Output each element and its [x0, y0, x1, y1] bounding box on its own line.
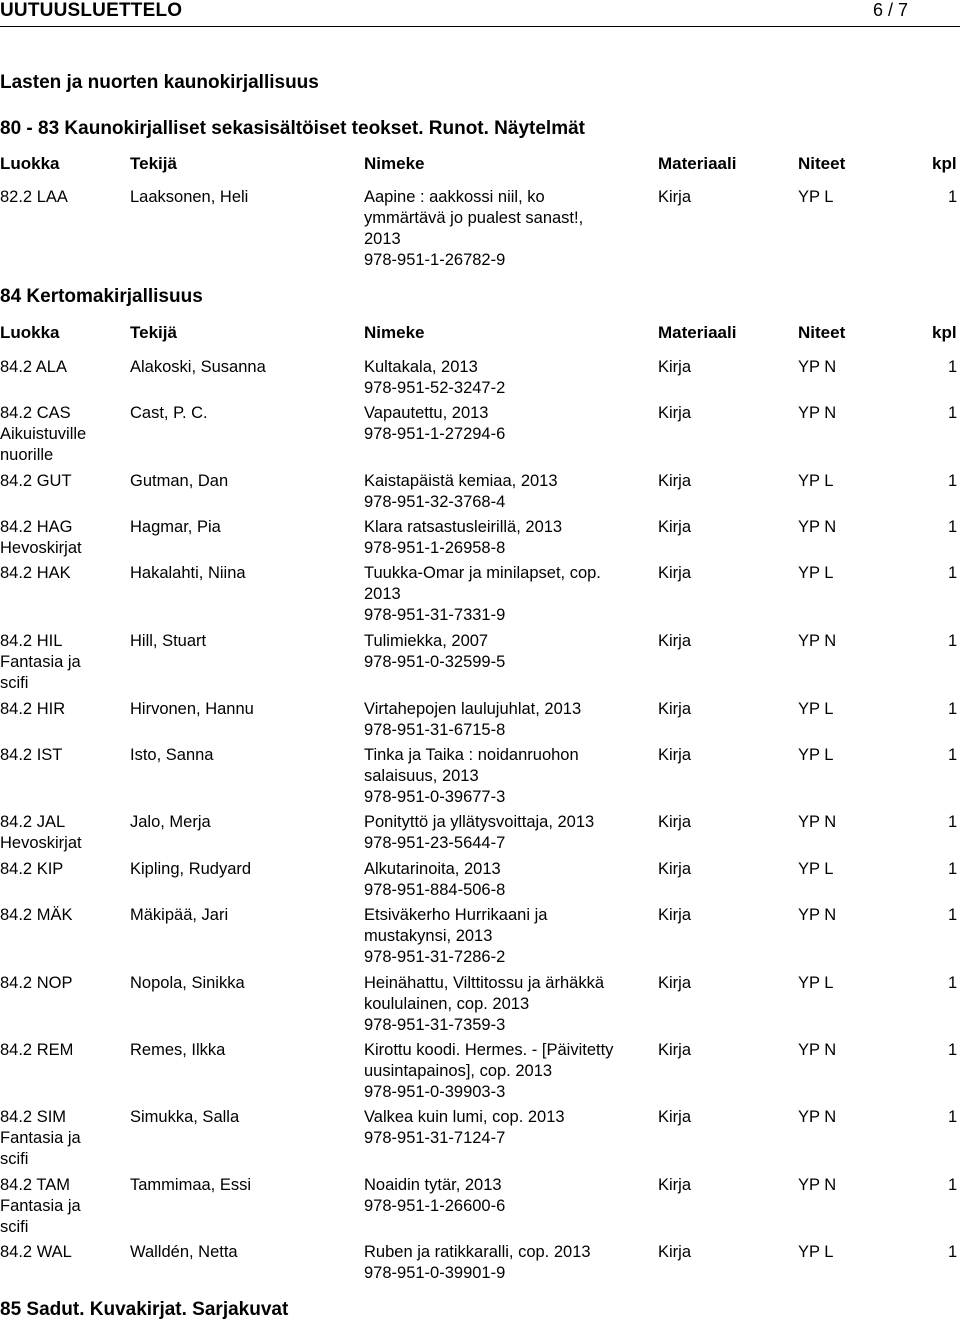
cell-kpl: 1: [948, 188, 958, 206]
cell-luokka: 82.2 LAA: [0, 188, 68, 206]
cell-tekija: Walldén, Netta: [130, 1243, 238, 1261]
cell-tekija: Gutman, Dan: [130, 472, 229, 490]
cell-kpl: 1: [948, 813, 958, 831]
cell-nimeke: Alkutarinoita, 2013 978-951-884-506-8: [364, 860, 506, 899]
cell-tekija: Remes, Ilkka: [130, 1041, 226, 1059]
cell-luokka: 84.2 CAS Aikuistuville nuorille: [0, 404, 87, 464]
cell-kpl: 1: [948, 746, 958, 764]
cell-tekija: Hakalahti, Niina: [130, 564, 246, 582]
page-number: 6 / 7: [872, 0, 908, 20]
cell-tekija: Alakoski, Susanna: [130, 358, 266, 376]
cell-kpl: 1: [948, 564, 958, 582]
cell-nimeke: Klara ratsastusleirillä, 2013 978-951-1-26958-8: [364, 518, 563, 557]
cell-niteet: YP L: [798, 564, 834, 582]
cell-luokka: 84.2 HAK: [0, 564, 71, 582]
cell-materiaali: Kirja: [658, 564, 692, 582]
main-heading: Lasten ja nuorten kaunokirjallisuus: [0, 72, 319, 93]
column-header-row: [0, 153, 960, 175]
cell-tekija: Kipling, Rudyard: [130, 860, 252, 878]
cell-niteet: YP N: [798, 518, 837, 536]
cell-nimeke: Vapautettu, 2013 978-951-1-27294-6: [364, 404, 506, 443]
column-header-row: [0, 322, 960, 344]
cell-niteet: YP L: [798, 472, 834, 490]
cell-nimeke: Virtahepojen laulujuhlat, 2013 978-951-31-6715-8: [364, 700, 582, 739]
cell-materiaali: Kirja: [658, 404, 692, 422]
column-header-tekija: Tekijä: [130, 154, 177, 173]
section-title: 84 Kertomakirjallisuus: [0, 286, 203, 307]
cell-luokka: 84.2 ALA: [0, 358, 67, 376]
cell-luokka: 84.2 HIR: [0, 700, 66, 718]
cell-niteet: YP N: [798, 1176, 837, 1194]
cell-materiaali: Kirja: [658, 1176, 692, 1194]
cell-nimeke: Tulimiekka, 2007 978-951-0-32599-5: [364, 632, 506, 671]
cell-tekija: Laaksonen, Heli: [130, 188, 249, 206]
cell-kpl: 1: [948, 632, 958, 650]
cell-nimeke: Tuukka-Omar ja minilapset, cop. 2013 978-951-31-7331-9: [364, 564, 601, 624]
cell-tekija: Isto, Sanna: [130, 746, 214, 764]
cell-kpl: 1: [948, 1243, 958, 1261]
cell-tekija: Tammimaa, Essi: [130, 1176, 252, 1194]
cell-materiaali: Kirja: [658, 700, 692, 718]
cell-luokka: 84.2 NOP: [0, 974, 73, 992]
cell-materiaali: Kirja: [658, 1041, 692, 1059]
cell-materiaali: Kirja: [658, 632, 692, 650]
cell-nimeke: Aapine : aakkossi niil, ko ymmärtävä jo pualest sanast!, 2013 978-951-1-26782-9: [364, 188, 584, 269]
cell-kpl: 1: [948, 974, 958, 992]
cell-nimeke: Noaidin tytär, 2013 978-951-1-26600-6: [364, 1176, 506, 1215]
cell-nimeke: Kultakala, 2013 978-951-52-3247-2: [364, 358, 506, 397]
cell-materiaali: Kirja: [658, 358, 692, 376]
cell-nimeke: Heinähattu, Vilttitossu ja ärhäkkä koululainen, cop. 2013 978-951-31-7359-3: [364, 974, 604, 1034]
cell-nimeke: Tinka ja Taika : noidanruohon salaisuus, 2013 978-951-0-39677-3: [364, 746, 579, 806]
cell-materiaali: Kirja: [658, 974, 692, 992]
cell-materiaali: Kirja: [658, 746, 692, 764]
cell-nimeke: Kaistapäistä kemiaa, 2013 978-951-32-3768-4: [364, 472, 558, 511]
cell-luokka: 84.2 TAM Fantasia ja scifi: [0, 1176, 81, 1236]
cell-nimeke: Etsiväkerho Hurrikaani ja mustakynsi, 2013 978-951-31-7286-2: [364, 906, 548, 966]
cell-materiaali: Kirja: [658, 906, 692, 924]
cell-tekija: Jalo, Merja: [130, 813, 211, 831]
cell-luokka: 84.2 GUT: [0, 472, 72, 490]
cell-luokka: 84.2 IST: [0, 746, 63, 764]
cell-niteet: YP N: [798, 906, 837, 924]
cell-materiaali: Kirja: [658, 1243, 692, 1261]
cell-kpl: 1: [948, 518, 958, 536]
cell-luokka: 84.2 JAL Hevoskirjat: [0, 813, 82, 852]
cell-niteet: YP N: [798, 1041, 837, 1059]
column-header-materiaali: Materiaali: [658, 154, 737, 173]
cell-materiaali: Kirja: [658, 472, 692, 490]
cell-materiaali: Kirja: [658, 813, 692, 831]
cell-niteet: YP N: [798, 1108, 837, 1126]
page-title: UUTUUSLUETTELO: [0, 0, 183, 21]
column-header-luokka: Luokka: [0, 154, 60, 173]
cell-kpl: 1: [948, 1041, 958, 1059]
cell-niteet: YP L: [798, 974, 834, 992]
section-title: 80 - 83 Kaunokirjalliset sekasisältöiset teokset. Runot. Näytelmät: [0, 118, 586, 139]
cell-niteet: YP N: [798, 358, 837, 376]
cell-tekija: Hirvonen, Hannu: [130, 700, 254, 718]
cell-kpl: 1: [948, 404, 958, 422]
cell-tekija: Hagmar, Pia: [130, 518, 221, 536]
cell-kpl: 1: [948, 860, 958, 878]
cell-niteet: YP L: [798, 1243, 834, 1261]
column-header-materiaali: Materiaali: [658, 323, 737, 342]
cell-niteet: YP L: [798, 700, 834, 718]
cell-materiaali: Kirja: [658, 188, 692, 206]
cell-tekija: Hill, Stuart: [130, 632, 207, 650]
column-header-nimeke: Nimeke: [364, 323, 425, 342]
header-divider: [0, 26, 960, 27]
cell-luokka: 84.2 WAL: [0, 1243, 72, 1261]
cell-tekija: Nopola, Sinikka: [130, 974, 245, 992]
page-header: [0, 0, 960, 22]
cell-luokka: 84.2 HAG Hevoskirjat: [0, 518, 82, 557]
cell-kpl: 1: [948, 1176, 958, 1194]
cell-nimeke: Kirottu koodi. Hermes. - [Päivitetty uusintapainos], cop. 2013 978-951-0-39903-3: [364, 1041, 614, 1101]
column-header-kpl: kpl: [932, 323, 957, 342]
column-header-niteet: Niteet: [798, 154, 846, 173]
column-header-kpl: kpl: [932, 154, 957, 173]
cell-niteet: YP L: [798, 860, 834, 878]
cell-materiaali: Kirja: [658, 860, 692, 878]
cell-luokka: 84.2 MÄK: [0, 906, 73, 924]
cell-luokka: 84.2 REM: [0, 1041, 74, 1059]
section-title: 85 Sadut. Kuvakirjat. Sarjakuvat: [0, 1299, 289, 1320]
cell-kpl: 1: [948, 358, 958, 376]
cell-nimeke: Valkea kuin lumi, cop. 2013 978-951-31-7124-7: [364, 1108, 565, 1147]
cell-tekija: Cast, P. C.: [130, 404, 208, 422]
cell-materiaali: Kirja: [658, 518, 692, 536]
cell-luokka: 84.2 KIP: [0, 860, 64, 878]
cell-materiaali: Kirja: [658, 1108, 692, 1126]
column-header-nimeke: Nimeke: [364, 154, 425, 173]
cell-tekija: Mäkipää, Jari: [130, 906, 229, 924]
cell-nimeke: Ponityttö ja yllätysvoittaja, 2013 978-951-23-5644-7: [364, 813, 595, 852]
cell-luokka: 84.2 HIL Fantasia ja scifi: [0, 632, 81, 692]
cell-niteet: YP N: [798, 632, 837, 650]
cell-niteet: YP L: [798, 746, 834, 764]
column-header-tekija: Tekijä: [130, 323, 177, 342]
cell-niteet: YP N: [798, 404, 837, 422]
cell-kpl: 1: [948, 906, 958, 924]
cell-niteet: YP L: [798, 188, 834, 206]
cell-luokka: 84.2 SIM Fantasia ja scifi: [0, 1108, 81, 1168]
cell-kpl: 1: [948, 1108, 958, 1126]
column-header-luokka: Luokka: [0, 323, 60, 342]
cell-tekija: Simukka, Salla: [130, 1108, 240, 1126]
cell-nimeke: Ruben ja ratikkaralli, cop. 2013 978-951-0-39901-9: [364, 1243, 591, 1282]
cell-niteet: YP N: [798, 813, 837, 831]
cell-kpl: 1: [948, 472, 958, 490]
cell-kpl: 1: [948, 700, 958, 718]
column-header-niteet: Niteet: [798, 323, 846, 342]
